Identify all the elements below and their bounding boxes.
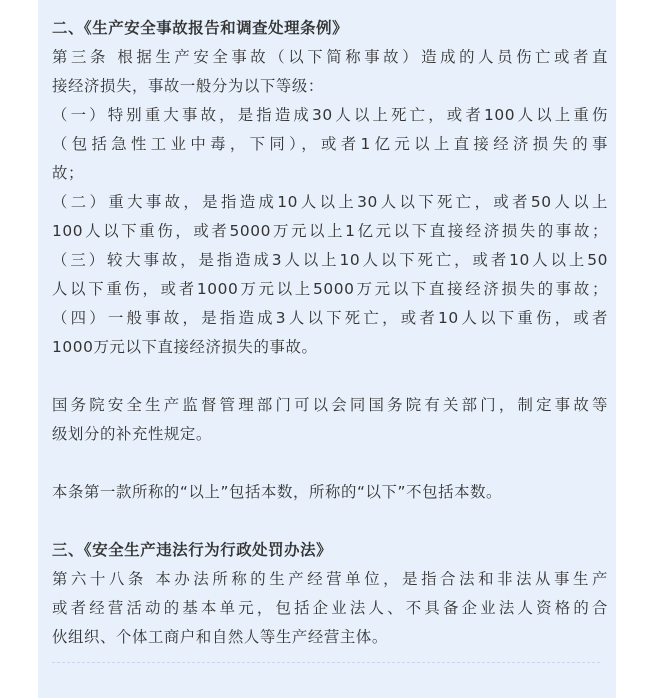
grade-3-line-1: （三）较大事故，是指造成3人以上10人以下死亡，或者10人以上50 <box>52 251 608 269</box>
paragraph-gap <box>52 362 608 391</box>
section-heading-penalty-measures: 三、《安全生产违法行为行政处罚办法》 <box>52 541 333 559</box>
section-heading-regulation: 二、《生产安全事故报告和调查处理条例》 <box>52 19 349 37</box>
grade-1-line-3: 故； <box>52 164 84 182</box>
article-68-line-2: 或者经营活动的基本单元，包括企业法人、不具备企业法人资格的合 <box>52 599 608 617</box>
bottom-divider <box>52 662 600 663</box>
grade-3-line-2: 人以下重伤，或者1000万元以上5000万元以下直接经济损失的事故； <box>52 280 608 298</box>
grade-2-line-1: （二）重大事故，是指造成10人以上30人以下死亡，或者50人以上 <box>52 193 608 211</box>
grade-1-line-1: （一）特别重大事故，是指造成30人以上死亡，或者100人以上重伤 <box>52 106 608 124</box>
paragraph-gap <box>52 449 608 478</box>
grade-4-line-2: 1000万元以下直接经济损失的事故。 <box>52 338 318 356</box>
supplementary-rule-line-2: 级划分的补充性规定。 <box>52 425 212 443</box>
grade-4-line-1: （四）一般事故，是指造成3人以下死亡，或者10人以下重伤，或者 <box>52 309 608 327</box>
article-content <box>52 14 608 652</box>
article-68-line-1: 第六十八条 本办法所称的生产经营单位，是指合法和非法从事生产 <box>52 570 608 588</box>
supplementary-rule-line-1: 国务院安全生产监督管理部门可以会同国务院有关部门，制定事故等 <box>52 396 608 414</box>
paragraph-gap <box>52 507 608 536</box>
definition-note-line: 本条第一款所称的“以上”包括本数，所称的“以下”不包括本数。 <box>52 483 503 501</box>
grade-2-line-2: 100人以下重伤，或者5000万元以上1亿元以下直接经济损失的事故； <box>52 222 608 240</box>
article-68-line-3: 伙组织、个体工商户和自然人等生产经营主体。 <box>52 628 388 646</box>
grade-1-line-2: （包括急性工业中毒，下同），或者1亿元以上直接经济损失的事 <box>52 135 608 153</box>
article-3-line-2: 接经济损失，事故一般分为以下等级： <box>52 77 324 95</box>
article-3-line-1: 第三条 根据生产安全事故（以下简称事故）造成的人员伤亡或者直 <box>52 48 608 66</box>
